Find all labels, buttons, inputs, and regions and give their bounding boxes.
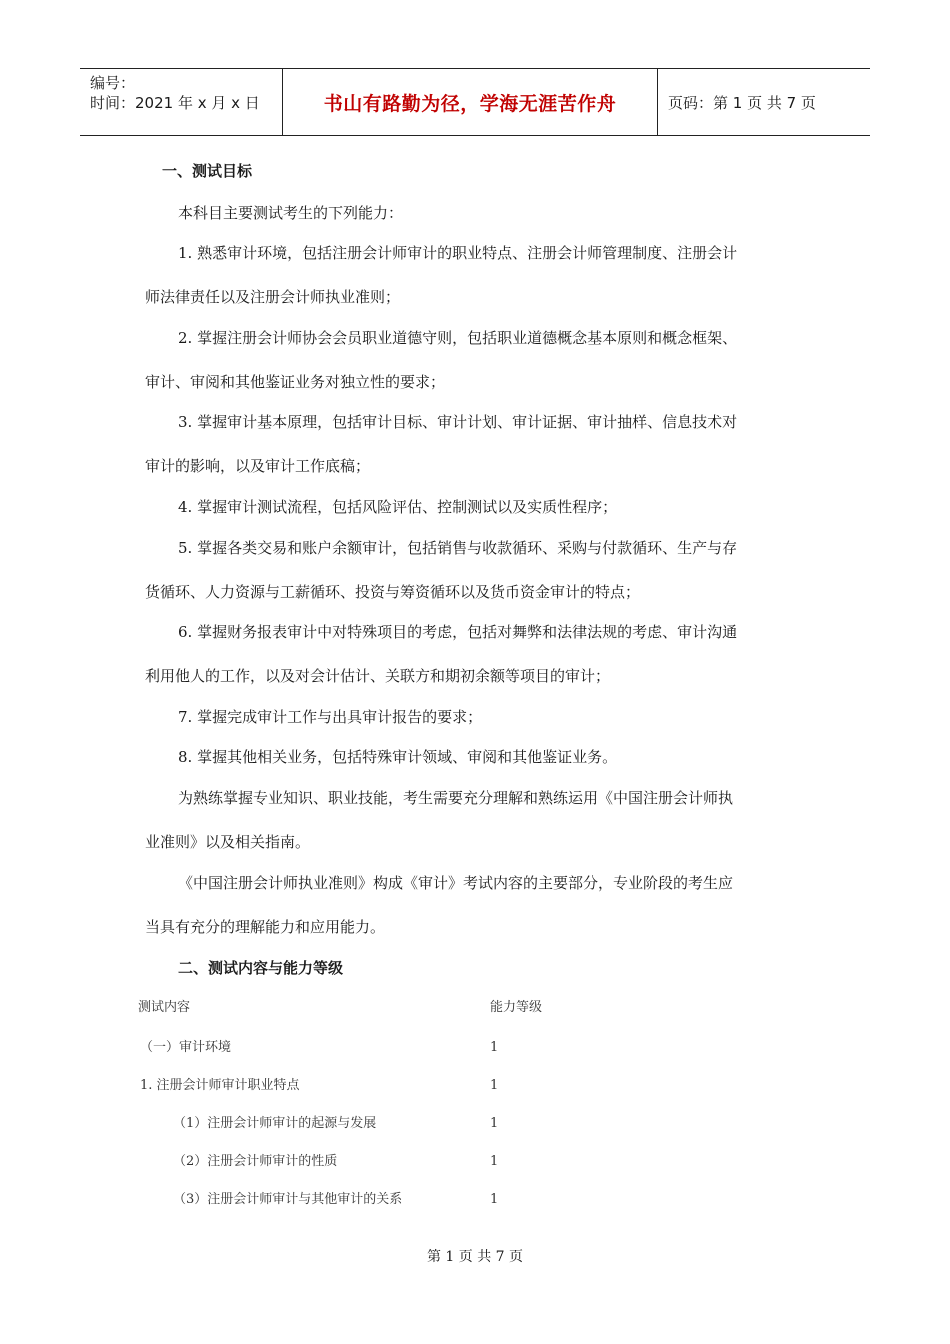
- table-row-level: 1: [490, 1040, 499, 1055]
- header-page-info: 页码：第 1 页 共 7 页: [668, 93, 816, 112]
- body-line: 4. 掌握审计测试流程，包括风险评估、控制测试以及实质性程序；: [178, 498, 618, 516]
- body-line: 7. 掌握完成审计工作与出具审计报告的要求；: [178, 708, 483, 726]
- body-line: 货循环、人力资源与工薪循环、投资与筹资循环以及货币资金审计的特点；: [145, 583, 641, 601]
- section-1-title: 一、测试目标: [162, 162, 253, 180]
- doc-time-label: 时间：2021 年 x 月 x 日: [90, 94, 260, 112]
- table-row-level: 1: [490, 1154, 499, 1169]
- table-row-level: 1: [490, 1078, 499, 1093]
- body-line: 2. 掌握注册会计师协会会员职业道德守则，包括职业道德概念基本原则和概念框架、: [178, 329, 738, 347]
- table-row-content: （1）注册会计师审计的起源与发展: [173, 1116, 377, 1131]
- body-line: 本科目主要测试考生的下列能力：: [178, 204, 404, 222]
- body-line: 利用他人的工作，以及对会计估计、关联方和期初余额等项目的审计；: [145, 667, 611, 685]
- table-row-content: 1. 注册会计师审计职业特点: [140, 1078, 300, 1093]
- table-row-content: （一）审计环境: [140, 1040, 232, 1055]
- table-header-level: 能力等级: [490, 1000, 543, 1015]
- doc-number-label: 编号：: [90, 74, 136, 92]
- body-line: 8. 掌握其他相关业务，包括特殊审计领域、审阅和其他鉴证业务。: [178, 748, 618, 766]
- body-line: 师法律责任以及注册会计师执业准则；: [145, 288, 401, 306]
- table-row-level: 1: [490, 1192, 499, 1207]
- body-line: 审计的影响，以及审计工作底稿；: [145, 457, 371, 475]
- section-2-title: 二、测试内容与能力等级: [178, 959, 344, 977]
- table-row-content: （3）注册会计师审计与其他审计的关系: [173, 1192, 403, 1207]
- header-motto: 书山有路勤为径，学海无涯苦作舟: [282, 69, 658, 135]
- body-line: 当具有充分的理解能力和应用能力。: [145, 918, 386, 936]
- table-row-content: （2）注册会计师审计的性质: [173, 1154, 338, 1169]
- body-line: 《中国注册会计师执业准则》构成《审计》考试内容的主要部分，专业阶段的考生应: [178, 874, 734, 892]
- body-line: 3. 掌握审计基本原理，包括审计目标、审计计划、审计证据、审计抽样、信息技术对: [178, 413, 738, 431]
- header-left: [90, 73, 260, 113]
- body-line: 1. 熟悉审计环境，包括注册会计师审计的职业特点、注册会计师管理制度、注册会计: [178, 244, 738, 262]
- body-line: 6. 掌握财务报表审计中对特殊项目的考虑，包括对舞弊和法律法规的考虑、审计沟通: [178, 623, 738, 641]
- table-row-level: 1: [490, 1116, 499, 1131]
- page-footer: 第 1 页 共 7 页: [426, 1249, 524, 1265]
- body-line: 业准则》以及相关指南。: [145, 833, 311, 851]
- body-line: 审计、审阅和其他鉴证业务对独立性的要求；: [145, 373, 446, 391]
- page-header: [80, 68, 870, 136]
- body-line: 为熟练掌握专业知识、职业技能，考生需要充分理解和熟练运用《中国注册会计师执: [178, 789, 734, 807]
- body-line: 5. 掌握各类交易和账户余额审计，包括销售与收款循环、采购与付款循环、生产与存: [178, 539, 738, 557]
- table-header-content: 测试内容: [138, 1000, 191, 1015]
